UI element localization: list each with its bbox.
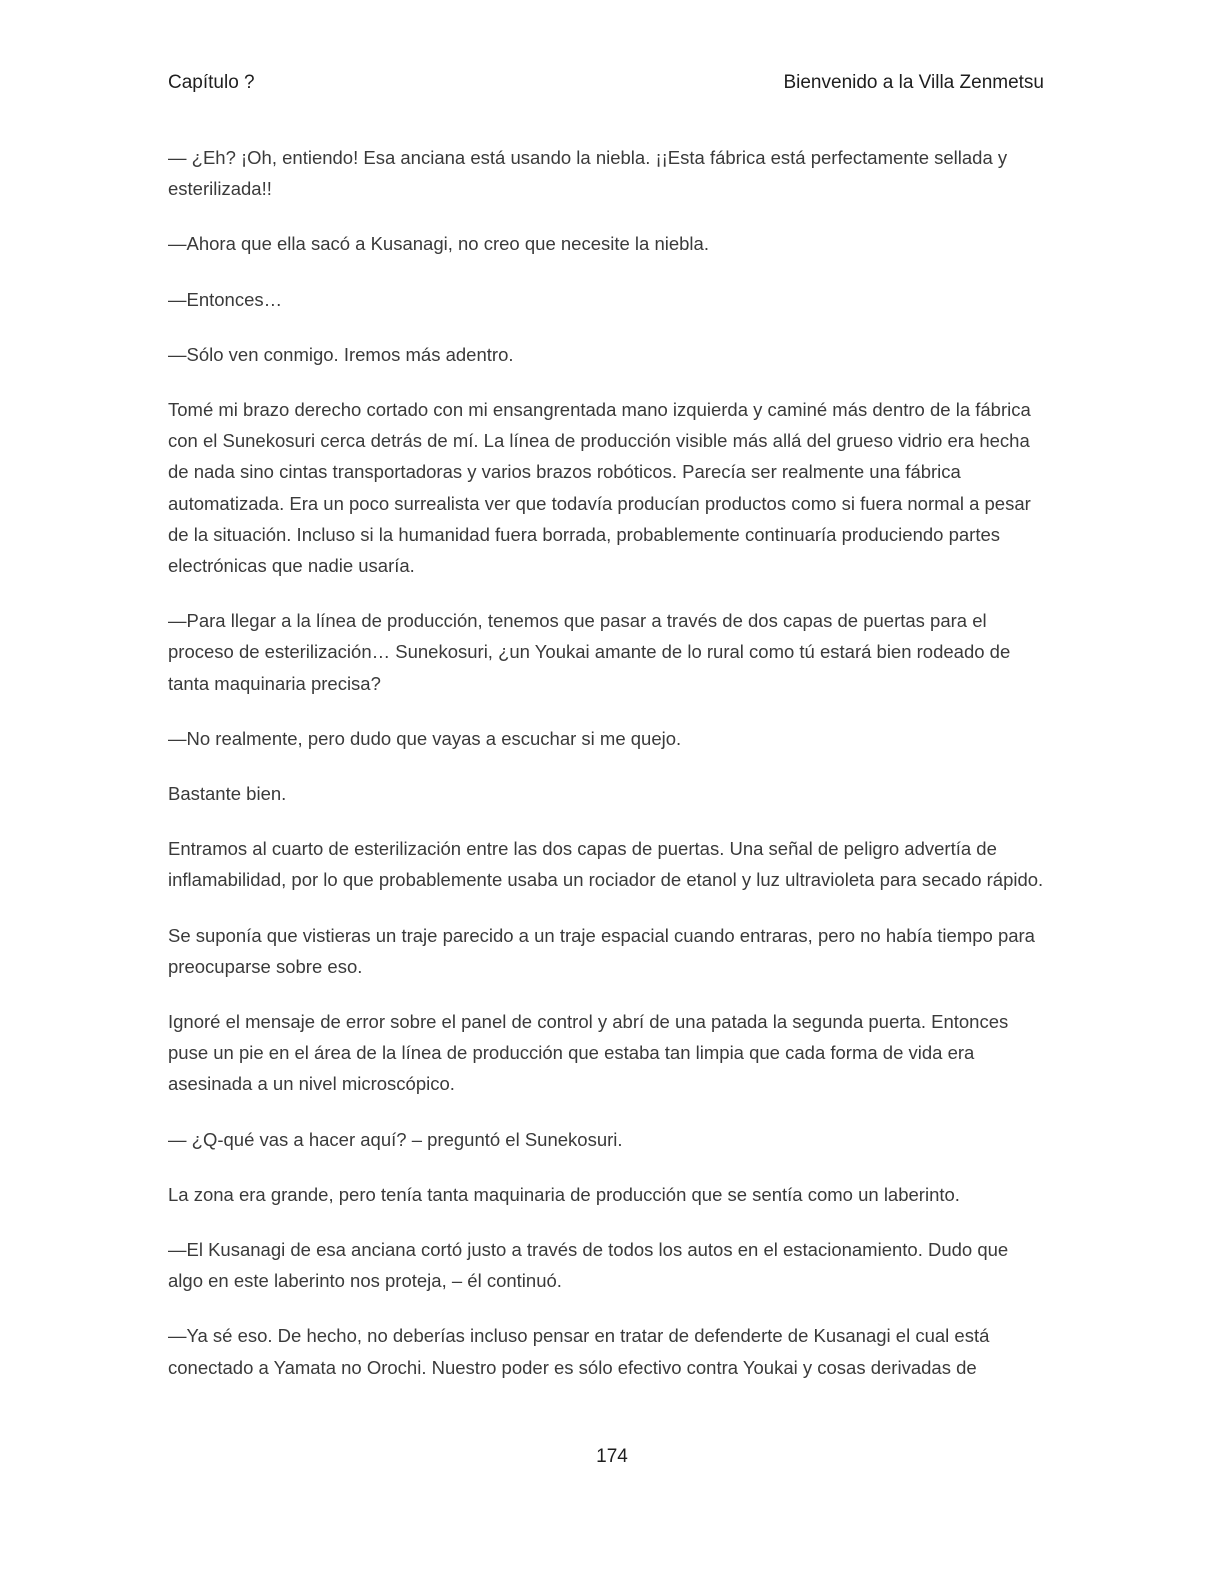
paragraph: — ¿Eh? ¡Oh, entiendo! Esa anciana está usando la niebla. ¡¡Esta fábrica está perfectamente sellada y esterilizada!! <box>168 147 1008 200</box>
paragraph: Bastante bien. <box>168 783 287 805</box>
paragraph: Ignoré el mensaje de error sobre el panel de control y abrí de una patada la segunda puerta. Entonces puse un pie en el área de la línea de producción que estaba tan limpia que cada forma de vida era asesinada a un nivel microscópico. <box>168 1011 1009 1095</box>
paragraph: —Para llegar a la línea de producción, tenemos que pasar a través de dos capas de puertas para el proceso de esterilización… Sunekosuri, ¿un Youkai amante de lo rural como tú estará bien rodeado de tanta maquinaria precisa? <box>168 610 1011 694</box>
paragraph: —No realmente, pero dudo que vayas a escuchar si me quejo. <box>168 727 682 749</box>
paragraph: —Entonces… <box>168 288 283 310</box>
paragraph: —El Kusanagi de esa anciana cortó justo a través de todos los autos en el estacionamiento. Dudo que algo en este laberinto nos proteja, – él continuó. <box>168 1239 1009 1292</box>
paragraph: —Sólo ven conmigo. Iremos más adentro. <box>168 343 514 365</box>
book-title: Bienvenido a la Villa Zenmetsu <box>783 72 1044 93</box>
paragraph: —Ahora que ella sacó a Kusanagi, no creo que necesite la niebla. <box>168 233 709 255</box>
paragraph: Entramos al cuarto de esterilización entre las dos capas de puertas. Una señal de peligro advertía de inflamabilidad, por lo que probablemente usaba un rociador de etanol y luz ultravioleta para secado rápido. <box>168 838 1044 891</box>
paragraph: Tomé mi brazo derecho cortado con mi ensangrentada mano izquierda y caminé más dentro de la fábrica con el Sunekosuri cerca detrás de mí. La línea de producción visible más allá del grueso vidrio era hecha de nada sino cintas transportadoras y varios brazos robóticos. Parecía ser realmente una fábrica automatizada. Era un poco surrealista ver que todavía producían productos como si fuera normal a pesar de la situación. Incluso si la humanidad fuera borrada, probablemente continuaría produciendo partes electrónicas que nadie usaría. <box>168 399 1031 577</box>
paragraph: Se suponía que vistieras un traje parecido a un traje espacial cuando entraras, pero no había tiempo para preocuparse sobre eso. <box>168 924 1035 977</box>
paragraph: —Ya sé eso. De hecho, no deberías incluso pensar en tratar de defenderte de Kusanagi el cual está conectado a Yamata no Orochi. Nuestro poder es sólo efectivo contra Youkai y cosas derivadas de <box>168 1325 990 1378</box>
chapter-label: Capítulo ? <box>168 72 255 93</box>
page-number: 174 <box>596 1446 628 1467</box>
paragraph: La zona era grande, pero tenía tanta maquinaria de producción que se sentía como un laberinto. <box>168 1183 960 1205</box>
page-header <box>168 72 1044 94</box>
page-body <box>168 142 1044 1407</box>
paragraph: — ¿Q-qué vas a hacer aquí? – preguntó el Sunekosuri. <box>168 1128 623 1150</box>
